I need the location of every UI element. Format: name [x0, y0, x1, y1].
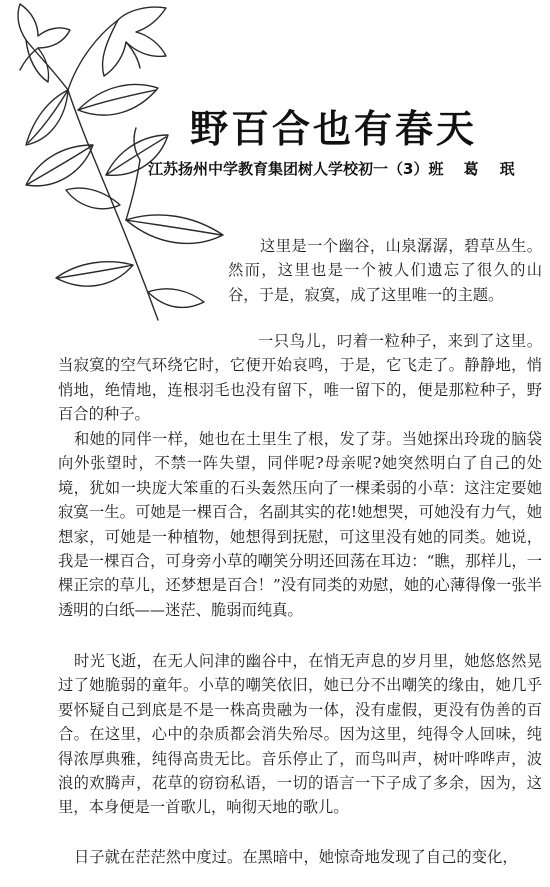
author-name: 葛 珉: [463, 160, 523, 178]
paragraph-2: 一只鸟儿，叼着一粒种子，来到了这里。当寂寞的空气环绕它时，它便开始哀鸣，于是，它飞走了。静静地，悄悄地，绝情地，连根羽毛也没有留下，唯一留下的，便是那粒种子，野百合的种子。: [58, 332, 542, 424]
article-title: 野百合也有春天: [190, 107, 478, 151]
paragraph-1: 这里是一个幽谷，山泉潺潺，碧草丛生。然而，这里也是一个被人们遗忘了很久的山谷，于是，寂寞，成了这里唯一的主题。: [228, 237, 542, 304]
paragraph-3: 和她的同伴一样，她也在土里生了根，发了芽。当她探出玲珑的脑袋向外张望时，不禁一阵失望，同伴呢?母亲呢?她突然明白了自己的处境，犹如一块庞大笨重的石头轰然压向了一棵柔弱的小草：这注定要她寂寞一生。可她是一棵百合，名副其实的花!她想哭，可她没有力气，她想家，可她是一种植物，她想得到抚慰，可这里没有她的同类。她说，我是一棵百合，可身旁小草的嘲笑分明还回荡在耳边：“瞧，那样儿，一棵正宗的草儿，还梦想是百合！”没有同类的劝慰，她的心薄得像一张半透明的白纸——迷茫、脆弱而纯真。: [58, 430, 542, 619]
paragraph-5: 日子就在茫茫然中度过。在黑暗中，她惊奇地发现了自己的变化，: [74, 848, 518, 866]
school-class: 江苏扬州中学教育集团树人学校初一（3）班: [148, 160, 444, 178]
paragraph-4: 时光飞逝，在无人问津的幽谷中，在悄无声息的岁月里，她悠悠然晃过了她脆弱的童年。小草的嘲笑依旧，她已分不出嘲笑的缘由，她几乎要怀疑自己到底是不是一株高贵融为一体，没有虚假，更没有伪善的百合。在这里，心中的杂质都会消失殆尽。因为这里，纯得令人回味，纯得浓厚典雅，纯得高贵无比。音乐停止了，而鸟叫声，树叶哗哗声，波浪的欢腾声，花草的窃窃私语，一切的语言一下子成了多余，因为，这里，本身便是一首歌儿，响彻天地的歌儿。: [58, 652, 542, 817]
article-byline: [148, 158, 523, 179]
